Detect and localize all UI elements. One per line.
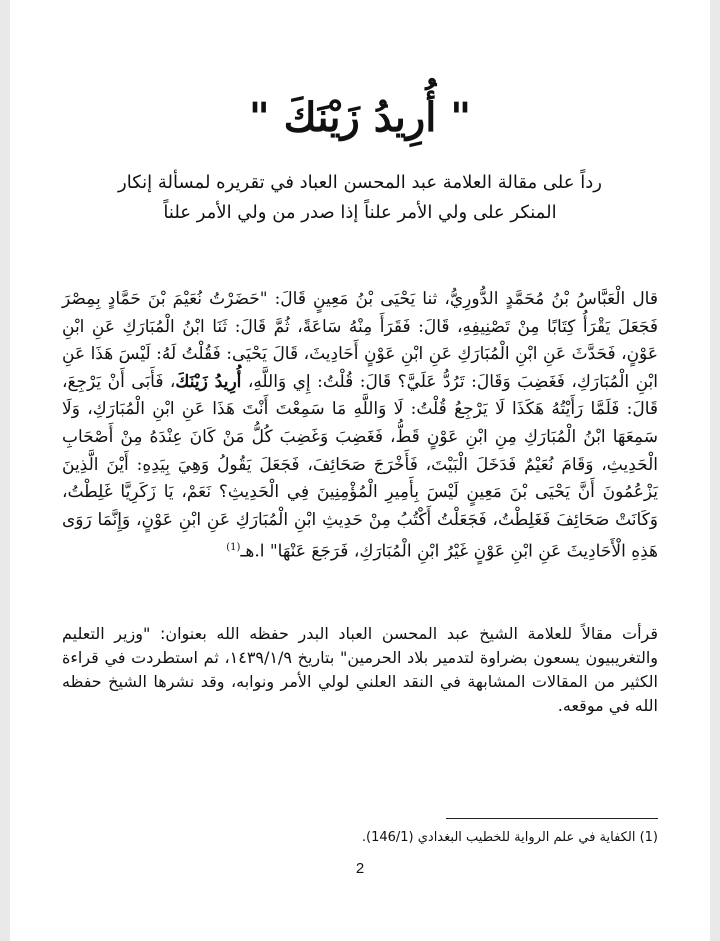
page-title: " أُرِيدُ زَيْنَكَ "	[248, 94, 472, 141]
footnote: (1) الكفاية في علم الرواية للخطيب البغدادي (146/1).	[361, 830, 658, 845]
quote-text-part2: ، فَأَبَى أَنْ يَرْجِعَ، قَالَ: فَلَمَّا رَأَيْتُهُ هَكَذَا لَا يَرْجِعُ قُلْتُ: لَا وَاللَّهِ مَا سَمِعْتَ أَنْتَ هَذَا عَنِ ابْنِ الْمُبَارَكِ، وَلَا سَمِعَهَا ابْنُ الْمُبَارَكِ مِنِ ابْنِ عَوْنٍ قَطُّ، فَغَضِبَ وَغَضِبَ كُلُّ مَنْ كَانَ عِنْدَهُ مِنْ أَصْحَابِ الْحَدِيثِ، وَقَامَ نُعَيْمٌ فَدَخَلَ الْبَيْتَ، فَأَخْرَجَ صَحَائِفَ، فَجَعَلَ يَقُولُ وَهِيَ بِيَدِهِ: أَيْنَ الَّذِينَ يَزْعُمُونَ أَنَّ يَحْيَى بْنَ مَعِينٍ لَيْسَ بِأَمِيرِ الْمُؤْمِنِينَ فِي الْحَدِيثِ؟ نَعَمْ، يَا زَكَرِيَّا غَلِطْتُ، وَكَانَتْ صَحَائِفَ فَغَلِطْتُ، فَجَعَلْتُ أَكْتُبُ مِنْ حَدِيثِ ابْنِ الْمُبَارَكِ عَنِ ابْنِ عَوْنٍ، وَإِنَّمَا رَوَى هَذِهِ الْأَحَادِيثَ عَنِ ابْنِ عَوْنٍ غَيْرُ ابْنِ الْمُبَارَكِ، فَرَجَعَ عَنْهَا" ا.هـ	[62, 371, 658, 562]
footnote-divider	[446, 818, 658, 819]
quote-bold-phrase: أُرِيدُ زَيْنَكَ	[175, 371, 242, 392]
body-paragraph: قرأت مقالاً للعلامة الشيخ عبد المحسن العباد البدر حفظه الله بعنوان: "وزير التعليم والتغريبيون يسعون بضراوة لتدمير بلاد الحرمين" بتاريخ ١٤٣٩/١/٩، ثم استطردت في قراءة الكثير من المقالات المشابهة في النقد العلني لولي الأمر ونوابه، وقد نشرها الشيخ حفظه الله في موقعه.	[62, 624, 658, 715]
page-number: 2	[355, 860, 365, 877]
quote-text-part1: قال الْعَبَّاسُ بْنُ مُحَمَّدٍ الدُّورِيُّ، ثنا يَحْيَى بْنُ مَعِينٍ قَالَ: "حَضَرْتُ نُعَيْمَ بْنَ حَمَّادٍ بِمِصْرَ فَجَعَلَ يَقْرَأُ كِتَابًا مِنْ تَصْنِيفِهِ، قَالَ: فَقَرَأَ مِنْهُ سَاعَةً، ثُمَّ قَالَ: ثَنَا ابْنُ الْمُبَارَكِ عَنِ ابْنِ عَوْنٍ، فَحَدَّثَ عَنِ ابْنِ الْمُبَارَكِ عَنِ ابْنِ عَوْنٍ أَحَادِيثَ، قَالَ يَحْيَى: فَقُلْتُ لَهُ: لَيْسَ هَذَا عَنِ ابْنِ الْمُبَارَكِ، فَغَضِبَ وَقَالَ: تَرُدُّ عَلَيَّ؟ قَالَ: قُلْتُ: إِي وَاللَّهِ،	[62, 289, 658, 392]
document-page	[10, 0, 710, 941]
footnote-reference: (1)	[226, 542, 241, 554]
hadith-quote	[62, 286, 658, 567]
page-subtitle: رداً على مقالة العلامة عبد المحسن العباد في تقريره لمسألة إنكار المنكر على ولي الأمر علناً إذا صدر من ولي الأمر علناً	[118, 172, 602, 223]
